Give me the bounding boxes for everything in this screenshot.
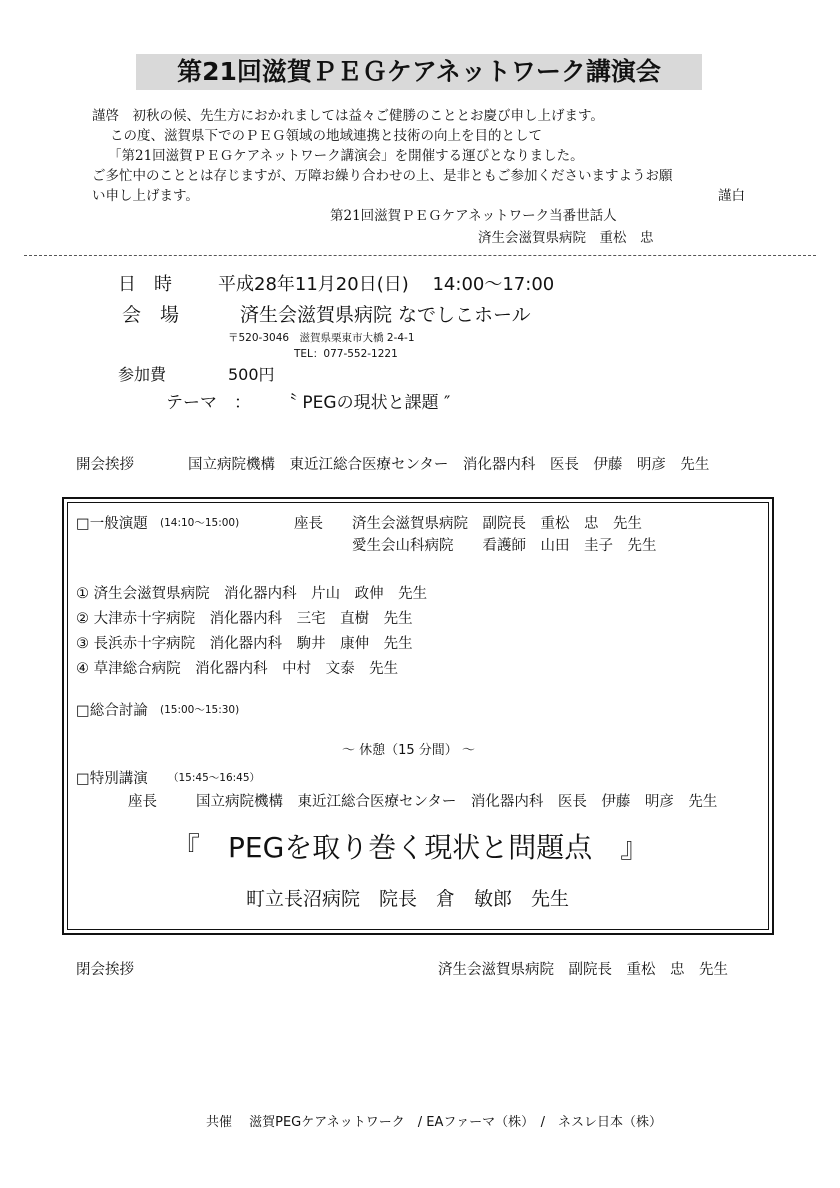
lecture-speaker: 町立長沼病院 院長 倉 敏郎 先生 bbox=[246, 888, 570, 910]
discussion-time: (15:00〜15:30) bbox=[160, 704, 240, 716]
greeting-line-4: ご多忙中のこととは存じますが、万障お繰り合わせの上、是非ともご参加くださいますようお願 bbox=[92, 168, 673, 184]
special-chair-label: 座長 bbox=[128, 794, 157, 810]
general-session-time: (14:10〜15:00) bbox=[160, 517, 240, 529]
chair-label: 座長 bbox=[294, 516, 323, 532]
presentation-2: ② 大津赤十字病院 消化器内科 三宅 直樹 先生 bbox=[76, 611, 413, 627]
sponsors: 共催 滋賀PEGケアネットワーク / EAファーマ（株） / ネスレ日本（株） bbox=[206, 1115, 662, 1130]
special-lecture-time: （15:45〜16:45） bbox=[168, 772, 261, 784]
special-chair: 国立病院機構 東近江総合医療センター 消化器内科 医長 伊藤 明彦 先生 bbox=[196, 794, 718, 810]
greeting-line-3: 「第21回滋賀ＰＥＧケアネットワーク講演会」を開催する運びとなりました。 bbox=[108, 148, 584, 164]
opening-label: 開会挨拶 bbox=[76, 457, 134, 473]
signature-name: 済生会滋賀県病院 重松 忠 bbox=[478, 230, 654, 246]
presentation-4: ④ 草津総合病院 消化器内科 中村 文泰 先生 bbox=[76, 661, 399, 677]
special-lecture-label: □特別講演 bbox=[76, 771, 148, 787]
chair-1: 済生会滋賀県病院 副院長 重松 忠 先生 bbox=[352, 516, 642, 532]
greeting-closing: 謹白 bbox=[718, 188, 745, 204]
presentation-3: ③ 長浜赤十字病院 消化器内科 駒井 康伸 先生 bbox=[76, 636, 413, 652]
fee-value: 500円 bbox=[228, 365, 275, 384]
discussion-label: □総合討論 bbox=[76, 703, 148, 719]
lecture-title: 『 PEGを取り巻く現状と問題点 』 bbox=[172, 831, 649, 864]
closing-speaker: 済生会滋賀県病院 副院長 重松 忠 先生 bbox=[438, 962, 728, 978]
venue-value: 済生会滋賀県病院 なでしこホール bbox=[240, 304, 531, 326]
chair-2: 愛生会山科病院 看護師 山田 圭子 先生 bbox=[352, 538, 657, 554]
theme-label: テーマ ： bbox=[166, 393, 251, 413]
theme-value: 〝 PEGの現状と課題 ″ bbox=[280, 393, 451, 413]
closing-label: 閉会挨拶 bbox=[76, 962, 134, 978]
date-label: 日 時 bbox=[118, 274, 172, 295]
venue-address: 〒520-3046 滋賀県栗東市大橋 2-4-1 bbox=[228, 332, 415, 344]
page-title: 第21回滋賀ＰＥＧケアネットワーク講演会 bbox=[136, 54, 702, 90]
date-value: 平成28年11月20日(日) 14:00〜17:00 bbox=[218, 274, 555, 295]
presentation-1: ① 済生会滋賀県病院 消化器内科 片山 政伸 先生 bbox=[76, 586, 428, 602]
venue-label: 会 場 bbox=[122, 304, 180, 326]
greeting-line-5: い申し上げます。 bbox=[92, 188, 199, 204]
venue-tel: TEL：077-552-1221 bbox=[294, 348, 398, 360]
fee-label: 参加費 bbox=[118, 365, 167, 384]
greeting-line-1: 謹啓 初秋の候、先生方におかれましては益々ご健勝のこととお慶び申し上げます。 bbox=[92, 108, 604, 124]
greeting-line-2: この度、滋賀県下でのＰＥＧ領域の地域連携と技術の向上を目的として bbox=[110, 128, 542, 144]
signature-org: 第21回滋賀ＰＥＧケアネットワーク当番世話人 bbox=[330, 208, 617, 224]
break-notice: 〜 休憩（15 分間） 〜 bbox=[342, 743, 475, 758]
general-session-label: □一般演題 bbox=[76, 516, 148, 532]
dashed-divider bbox=[24, 255, 816, 256]
opening-speaker: 国立病院機構 東近江総合医療センター 消化器内科 医長 伊藤 明彦 先生 bbox=[188, 457, 710, 473]
